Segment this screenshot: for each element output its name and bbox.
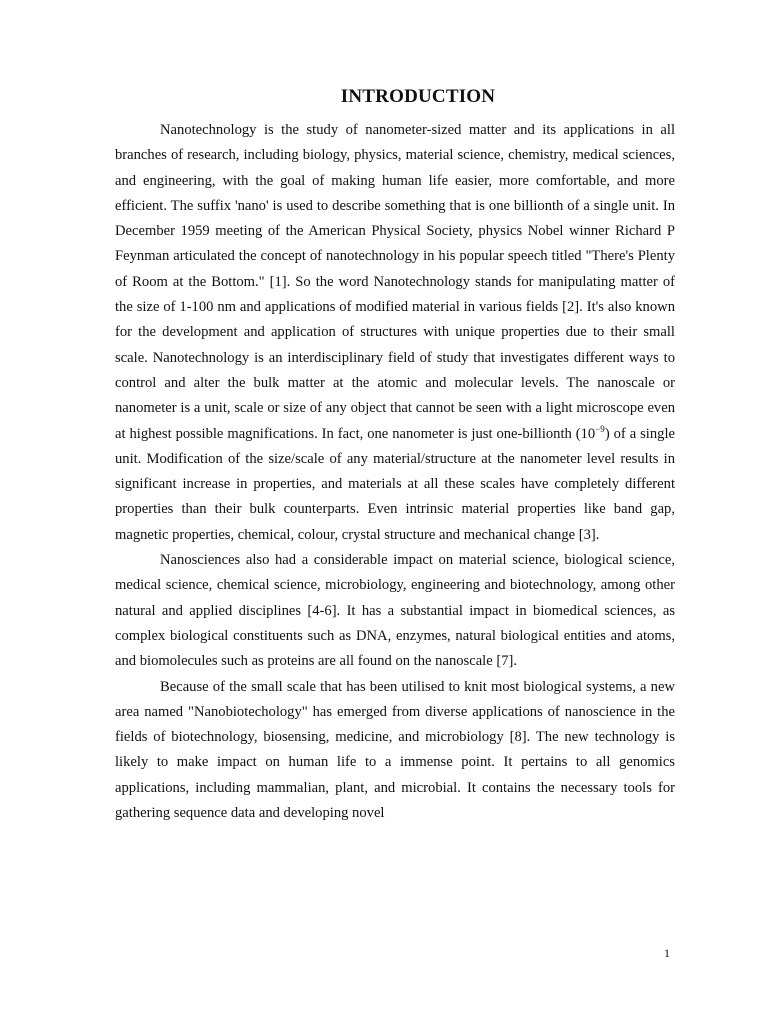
- page-title: INTRODUCTION: [340, 86, 496, 107]
- paragraph-1-text-b: ) of a single unit. Modification of the size/scale of any material/structure at the nanometer level results in significant increase in properties, and materials at all these scales have completely different properties than their bulk counterparts. Even intrinsic material properties like band gap, magnetic properties, chemical, colour, crystal structure and mechanical change [3].: [115, 425, 675, 543]
- paragraph-2: Nanosciences also had a considerable impact on material science, biological science, medical science, chemical science, microbiology, engineering and biotechnology, among other natural and applied disciplines [4-6]. It has a substantial impact in biomedical sciences, as complex biological constituents such as DNA, enzymes, natural biological entities and atoms, and biomolecules such as proteins are all found on the nanoscale [7].: [115, 552, 675, 670]
- paragraph-1-text-a: Nanotechnology is the study of nanometer-sized matter and its applications in all branches of research, including biology, physics, material science, chemistry, medical sciences, and engineering, with the goal of making human life easier, more comfortable, and more efficient. The suffix 'nano' is used to describe something that is one billionth of a single unit. In December 1959 meeting of the American Physical Society, physics Nobel winner Richard P Feynman articulated the concept of nanotechnology in his popular speech titled "There's Plenty of Room at the Bottom." [1]. So the word Nanotechnology stands for manipulating matter of the size of 1-100 nm and applications of modified material in various fields [2]. It's also known for the development and application of structures with unique properties due to their small scale. Nanotechnology is an interdisciplinary field of study that investigates different ways to control and alter the bulk matter at the atomic and molecular levels. The nanoscale or nanometer is a unit, scale or size of any object that cannot be seen with a light microscope even at highest possible magnifications. In fact, one nanometer is just one-billionth (10: [115, 122, 675, 442]
- exponent-superscript: −9: [595, 423, 605, 434]
- paragraph-1: [115, 118, 675, 548]
- body-text: [115, 118, 675, 826]
- page-number: 1: [664, 946, 670, 960]
- paragraph-3: Because of the small scale that has been utilised to knit most biological systems, a new area named "Nanobiotechology" has emerged from diverse applications of nanoscience in the fields of biotechnology, biosensing, medicine, and microbiology [8]. The new technology is likely to make impact on human life to a immense point. It pertains to all genomics applications, including mammalian, plant, and microbial. It contains the necessary tools for gathering sequence data and developing novel: [115, 678, 675, 822]
